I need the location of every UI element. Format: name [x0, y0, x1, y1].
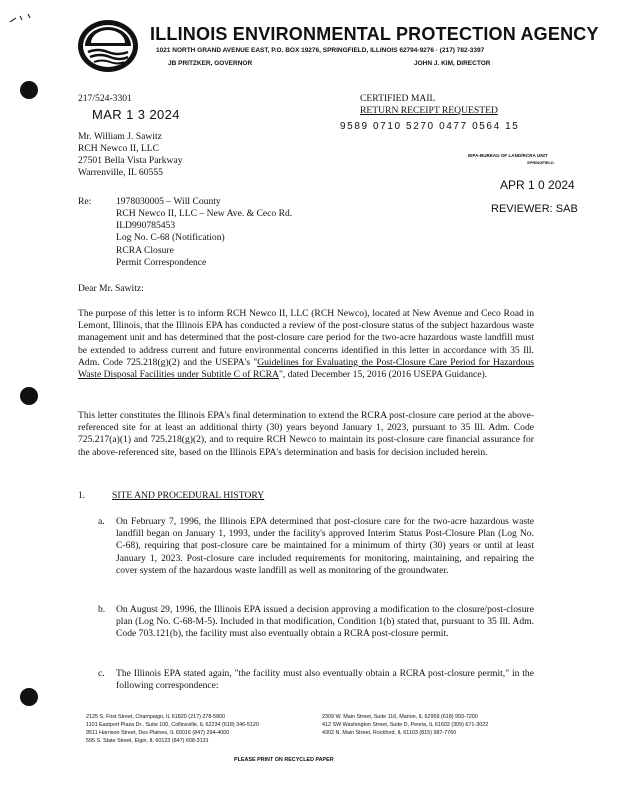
item-b-text: On August 29, 1996, the Illinois EPA issued a decision approving a modification to the closure/post-closure plan (Log No. C-68-M-5). Included in that modification, Condition 1(b) stated that, pursuant to 35 Ill. Adm. Code 703.121(b), the facility must also eventually obtain a RCRA post-closure permit. [116, 604, 534, 640]
section-title-text: SITE AND PROCEDURAL HISTORY [112, 490, 265, 501]
re-line: RCRA Closure [116, 245, 174, 256]
received-stamp-line1: IEPA-BUREAU OF LAND/RCRA UNIT [468, 153, 548, 158]
tracking-number: 9589 0710 5270 0477 0564 15 [340, 121, 520, 132]
punch-hole-middle [20, 387, 38, 405]
paragraph-purpose-tail: ", dated December 15, 2016 (2016 USEPA Guidance). [278, 369, 488, 381]
recipient-city: Warrenville, IL 60555 [78, 167, 163, 178]
guidance-title: Guidelines for Evaluating the Post-Closure Care Period for Hazardous Waste Disposal Facilities under Subtitle C of RCRA [78, 356, 534, 381]
re-line: Permit Correspondence [116, 257, 207, 268]
date-stamp: MAR 1 3 2024 [92, 107, 180, 122]
punch-hole-bottom [20, 688, 38, 706]
iepa-logo [76, 18, 140, 74]
return-receipt [360, 105, 498, 117]
certified-mail: CERTIFIED MAIL [360, 93, 436, 104]
director: JOHN J. KIM, DIRECTOR [414, 60, 491, 67]
punch-hole-top [20, 81, 38, 99]
footer-address: 412 SW Washington Street, Suite D, Peoria, IL 61602 (309) 671-3022 [322, 722, 489, 728]
item-c-text: The Illinois EPA stated again, "the facility must also eventually obtain a RCRA post-closure permit," in the following correspondence: [116, 668, 534, 692]
item-a-text: On February 7, 1996, the Illinois EPA determined that post-closure care for the two-acre hazardous waste landfill began on January 1, 1993, under the facility's approved Interim Status Post-Closure Plan (Log No. C-68), requiring that post-closure care be maintained for a minimum of thirty (30) years or until at least January 1, 2023. Post-closure care included requirements for monitoring, maintaining, and repairing the cover system of the hazardous waste landfill as well as monitoring of the groundwater. [116, 516, 534, 576]
footer-address: 1101 Eastport Plaza Dr., Suite 100, Collinsville, IL 62234 (618) 346-5120 [86, 722, 259, 728]
paragraph-purpose [78, 308, 534, 381]
salutation: Dear Mr. Sawitz: [78, 283, 144, 294]
re-line: 1978030005 – Will County [116, 196, 221, 207]
recipient-company: RCH Newco II, LLC [78, 143, 159, 154]
footer-address: 9511 Harrison Street, Des Plaines, IL 60016 (847) 294-4000 [86, 730, 230, 736]
paragraph-determination: This letter constitutes the Illinois EPA's final determination to extend the RCRA post-closure care period at the above-referenced site for at least an additional thirty (30) years beyond January 1, 2023, pursuant to 35 Ill. Adm. Code 725.217(a)(1) and 725.218(g)(2), and to require RCH Newco to maintain its post-closure care financial assurance for the above-referenced site, based on the Illinois EPA's determination and basis for decision included herein. [78, 410, 534, 458]
received-stamp-line2: SPRINGFIELD [527, 160, 554, 165]
scan-mark [8, 10, 48, 30]
return-receipt-text: RETURN RECEIPT REQUESTED [360, 105, 498, 116]
received-stamp-reviewer: REVIEWER: SAB [491, 203, 578, 215]
re-line: ILD990785453 [116, 220, 176, 231]
re-line: RCH Newco II, LLC – New Ave. & Ceco Rd. [116, 208, 293, 219]
governor: JB PRITZKER, GOVERNOR [168, 60, 253, 67]
received-stamp-date: APR 1 0 2024 [500, 178, 575, 192]
footer-address: 4302 N. Main Street, Rockford, IL 61103 (815) 987-7760 [322, 730, 457, 736]
section-number: 1. [78, 490, 86, 501]
recycled-notice: PLEASE PRINT ON RECYCLED PAPER [234, 757, 334, 763]
item-letter: c. [98, 668, 105, 679]
phone-number: 217/524-3301 [78, 93, 132, 104]
section-title [112, 490, 264, 502]
item-letter: a. [98, 516, 105, 527]
item-letter: b. [98, 604, 106, 615]
re-label: Re: [78, 196, 92, 207]
agency-address: 1021 NORTH GRAND AVENUE EAST, P.O. BOX 19276, SPRINGFIELD, ILLINOIS 62794-9276 · (217) 782-3397 [156, 47, 485, 54]
footer-address: 2309 W. Main Street, Suite 116, Marion, IL 62959 (618) 993-7200 [322, 714, 478, 720]
footer-address: 595 S. State Street, Elgin, IL 60123 (847) 608-3131 [86, 738, 209, 744]
agency-name: ILLINOIS ENVIRONMENTAL PROTECTION AGENCY [150, 24, 599, 44]
recipient-street: 27501 Bella Vista Parkway [78, 155, 183, 166]
footer-address: 2125 S. First Street, Champaign, IL 61820 (217) 278-5800 [86, 714, 226, 720]
re-line: Log No. C-68 (Notification) [116, 232, 225, 243]
paragraph-purpose-text: The purpose of this letter is to inform RCH Newco II, LLC (RCH Newco), located at New Avenue and Ceco Road in Lemont, Illinois, that the Illinois EPA has conducted a review of the post-closure status of the subject hazardous waste management unit and has determined that the post-closure care period for the two-acre hazardous waste landfill must be extended to address current and future environmental concerns identified in this letter in accordance with 35 Ill. Adm. Code 725.218(g)(2) and the USEPA's " [78, 308, 534, 368]
recipient-name: Mr. William J. Sawitz [78, 131, 162, 142]
